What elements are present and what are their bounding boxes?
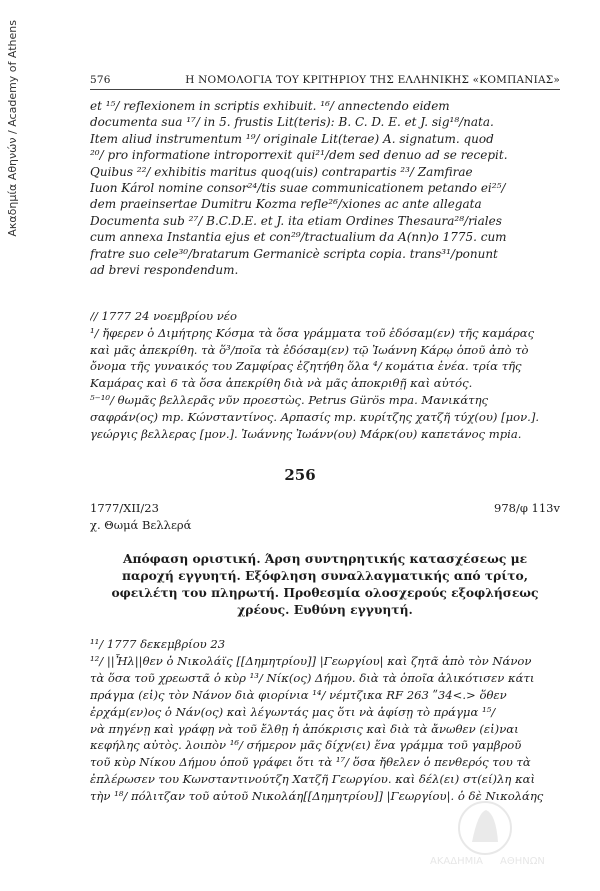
greek-b-line: κεφήλης αὐτὸς. λοιπὸν ¹⁶/ σήμερον μᾶς δίχν(ει) ἕνα γράμμα τοῦ γαμβροῦ xyxy=(90,738,522,753)
header-rule xyxy=(90,89,560,90)
greek-passage-a xyxy=(90,308,560,442)
greek-a-line: γεώργις βελλερας [μον.]. Ἰωάννης Ἰωάνν(ου) Μάρκ(ου) καπετάνος mpia. xyxy=(90,426,522,441)
greek-passage-b xyxy=(90,636,560,805)
document-sender: χ. Θωμά Βελλερά xyxy=(90,518,192,532)
greek-b-line: ἐπλέρωσεν του Κωνσταντινούτζη Χατζῆ Γεωργίου. καὶ δέλ(ει) στ(εί)λη καὶ xyxy=(90,772,536,787)
latin-line: Quibus ²²/ exhibitis maritus quoq(uis) contrapartis ²³/ Zamfirae xyxy=(90,164,473,179)
greek-a-line: ὄνομα τῆς γυναικός του Ζαμφίρας ἐζητήθη ὅλα ⁴/ κομάτια ἑνέα. τρία τῆς xyxy=(90,359,522,374)
greek-a-line: // 1777 24 νοεμβρίου νέο xyxy=(90,309,237,323)
greek-b-line: πράγμα (εἰ)ς τὸν Νάνον διὰ φιορίνια ¹⁴/ νέμτζικα RF 263 ʺ34<.> ὅθεν xyxy=(90,687,507,702)
greek-a-line: ¹/ ἤφερεν ὁ Διμήτρης Κόσμα τὰ ὅσα γράμματα τοῦ ἐδόσαμ(εν) τῆς καμάρας xyxy=(90,325,535,340)
latin-line: et ¹⁵/ reflexionem in scriptis exhibuit. ¹⁶/ annectendo eidem xyxy=(90,99,450,113)
stamp-word-1: ΑΚΑΔΗΜΙΑ xyxy=(430,856,484,867)
document-meta xyxy=(90,501,560,515)
latin-line: Iuon Károl nomine consor²⁴/tis suae communicationem petando ei²⁵/ xyxy=(90,181,506,196)
greek-b-line: τὰ ὅσα τοῦ χρεωστᾶ ὁ κὺρ ¹³/ Νίκ(ος) Δήμου. διὰ τὰ ὁποῖα ἀλικότισεν κάτι xyxy=(90,670,535,685)
greek-a-line: σαφράν(ος) mp. Κώνσταντίνος. Αρπασίς mp. κυρίτζης χατζῆ τύχ(ου) [μον.]. xyxy=(90,409,540,424)
greek-b-line: ¹²/ ||Ἦλ||θεν ὁ Νικολάϊς [[Δημητρίου]] |Γεωργίου| καὶ ζητᾶ ἀπὸ τὸν Νάνον xyxy=(90,653,532,668)
running-header xyxy=(90,74,560,86)
latin-line: Item aliud instrumentum ¹⁹/ originale Lit(terae) A. signatum. quod xyxy=(90,131,494,146)
greek-a-line: ⁵⁻¹⁰/ θωμᾶς βελλερᾶς νῦν προεστὼς. Petrus Gürös mpa. Μανικάτης xyxy=(90,392,489,407)
academy-stamp-watermark xyxy=(420,798,550,868)
watermark-text: Ακαδημία Αθηνών / Academy of Athens xyxy=(5,20,19,237)
latin-line: dem praeinsertae Dumitru Kozma refle²⁶/xiones ac ante allegata xyxy=(90,197,482,212)
latin-passage xyxy=(90,98,560,278)
stamp-word-2: ΑΘΗΝΩΝ xyxy=(500,856,545,867)
greek-b-line: τὴν ¹⁸/ πόλιτζαν τοῦ αὐτοῦ Νικολάη[[Δημητρίου]] |Γεωργίου|. ὁ δὲ Νικολάης xyxy=(90,789,544,804)
page-number: 576 xyxy=(90,74,111,86)
document-summary: Απόφαση οριστική. Άρση συντηρητικής κατασχέσεως με παροχή εγγυητή. Εξόφληση συναλλαγματικής από τρίτο, οφειλέτη του πληρωτή. Προθεσμία ολοσχερούς εξοφλήσεως χρέους. Ευθύνη εγγυητή. xyxy=(111,551,539,617)
greek-a-line: καὶ μᾶς ἀπεκρίθη. τὰ ὅ³/ποῖα τὰ ἐδόσαμ(εν) τῷ Ἰωάννη Κάρῳ ὁποῦ ἀπὸ τὸ xyxy=(90,342,529,357)
latin-line: documenta sua ¹⁷/ in 5. frustis Lit(teris): B. C. D. E. et J. sig¹⁸/nata. xyxy=(90,115,494,130)
greek-b-line: ἐρχάμ(εν)ος ὁ Νάν(ος) καὶ λέγωντάς μας ὅτι νὰ ἀφίσῃ τὸ πράγμα ¹⁵/ xyxy=(90,704,496,719)
greek-b-line: νὰ πηγένῃ καὶ γράφῃ νὰ τοῦ ἔλθῃ ἡ ἀπόκρισις καὶ διὰ τὰ ἄνωθεν (εἰ)ναι xyxy=(90,721,519,736)
greek-b-line: ¹¹/ 1777 δεκεμβρίου 23 xyxy=(90,637,226,651)
latin-line: fratre suo cele³⁰/bratarum Germanicè scripta copia. trans³¹/ponunt xyxy=(90,246,498,261)
document-date: 1777/XII/23 xyxy=(90,501,159,515)
side-watermark xyxy=(4,20,20,420)
latin-line: cum annexa Instantia ejus et con²⁹/tractualium da A(nn)o 1775. cum xyxy=(90,230,507,245)
greek-b-line: τοῦ κὺρ Νίκου Δήμου ὁποῦ γράφει ὅτι τὰ ¹⁷/ ὅσα ἤθελεν ὁ πενθερός του τὰ xyxy=(90,755,531,770)
latin-line: ad brevi respondendum. xyxy=(90,263,239,278)
greek-a-line: Καμάρας καὶ 6 τὰ ὅσα ἀπεκρίθη διὰ νὰ μᾶς ἀποκριθῇ καὶ αὐτός. xyxy=(90,376,473,391)
latin-line: Documenta sub ²⁷/ B.C.D.E. et J. ita etiam Ordines Thesaura²⁸/riales xyxy=(90,213,502,228)
latin-line: ²⁰/ pro informatione introporrexit qui²¹/dem sed denuo ad se recepit. xyxy=(90,148,508,163)
document-number: 256 xyxy=(284,466,316,484)
running-title: Η ΝΟΜΟΛΟΓΙΑ ΤΟΥ ΚΡΙΤΗΡΙΟΥ ΤΗΣ ΕΛΛΗΝΙΚΗΣ «ΚΟΜΠΑΝΙΑΣ» xyxy=(185,74,560,86)
document-reference: 978/φ 113v xyxy=(494,501,560,515)
